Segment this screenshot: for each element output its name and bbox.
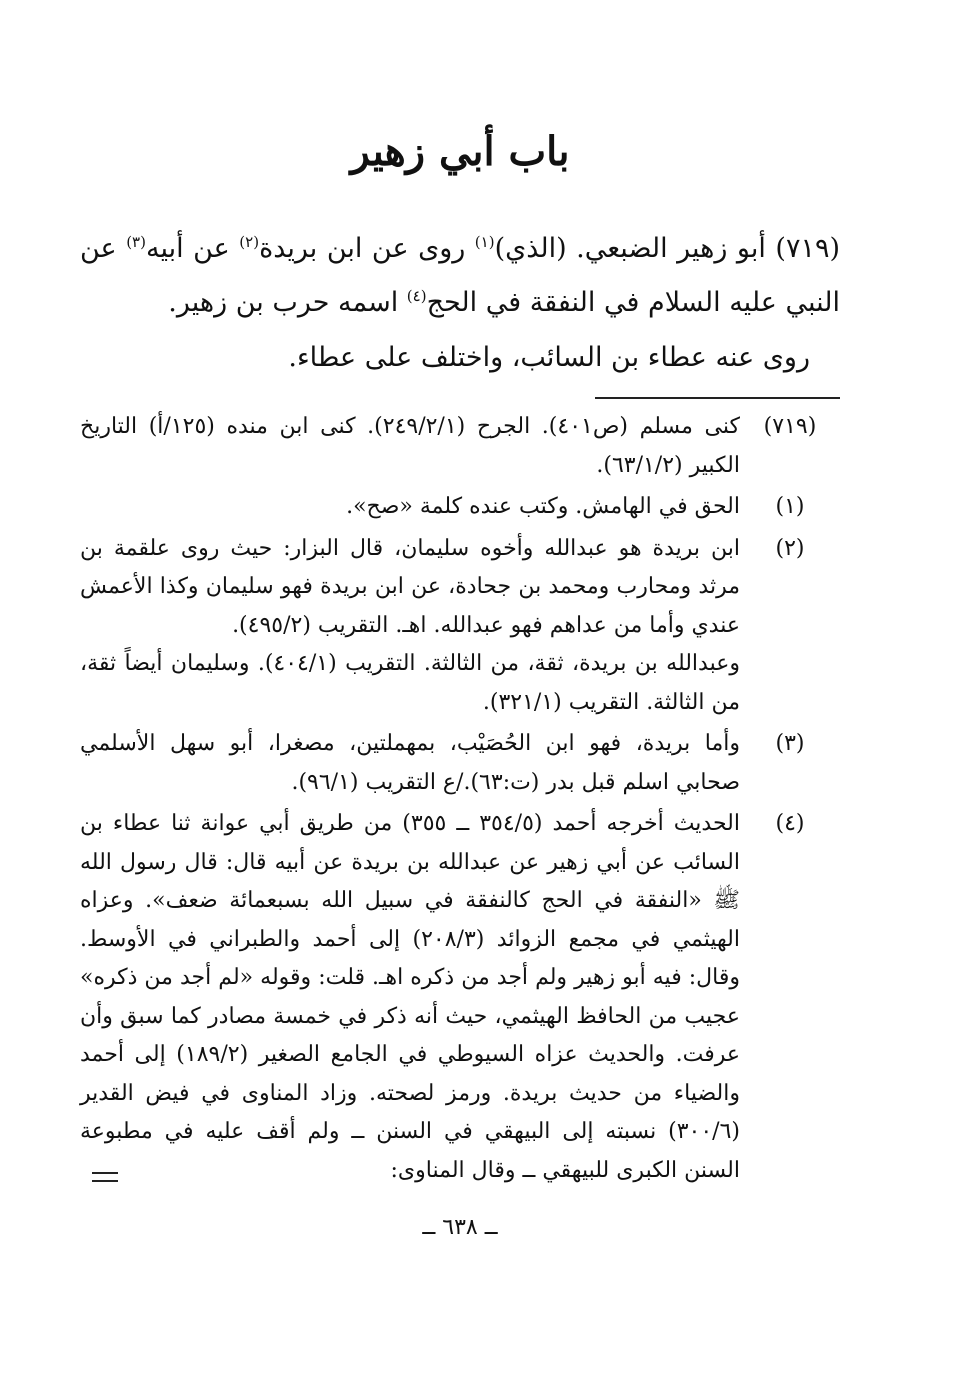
footnote <box>80 488 840 527</box>
footnote-divider <box>595 397 840 399</box>
page <box>80 0 840 1389</box>
entry-text-4: عن النبي عليه السلام في النفقة في الحج <box>80 233 840 318</box>
footnote-ref-1: (١) <box>474 233 495 251</box>
footnote <box>80 530 840 723</box>
footnote-text <box>80 488 740 527</box>
entry-text-1: أبو زهير الضبعي. (الذي) <box>494 233 766 264</box>
footnotes <box>80 408 840 1193</box>
entry-number: (٧١٩) <box>775 233 841 264</box>
footnote-number: (٣) <box>775 731 805 756</box>
footnote-ref-3: (٣) <box>126 233 146 251</box>
footnote-paragraph: كنى مسلم (ص٤٠١). الجرح (٢٤٩/٢/١). كنى ابن منده (١٢٥/أ) التاريخ الكبير (٦٣/١/٢). <box>80 414 740 478</box>
footnote <box>80 408 840 485</box>
footnote-ref-2: (٢) <box>239 233 260 251</box>
footnote-text <box>80 530 740 723</box>
footnote-text <box>80 805 740 1190</box>
entry-text-3: عن أبيه <box>145 233 230 264</box>
chapter-title: باب أبي زهير <box>350 128 570 175</box>
footnote-paragraph: الحق في الهامش. وكتب عنده كلمة «صح». <box>346 494 740 519</box>
entry-text-5: اسمه حرب بن زهير. <box>168 287 399 318</box>
footnote <box>80 725 840 802</box>
page-number: ــ ٦٣٨ ــ <box>422 1215 498 1240</box>
entry-text-2: روى عن ابن بريدة <box>259 233 466 264</box>
entry-paragraph <box>80 222 840 330</box>
footnote-number: (٧١٩) <box>763 414 817 439</box>
footnote-number: (١) <box>775 494 805 519</box>
footnote-paragraph: الحديث أخرجه أحمد (٣٥٤/٥ ــ ٣٥٥) من طريق أبي عوانة ثنا عطاء بن السائب عن أبي زهير عن عبدالله بن بريدة عن أبيه قال: قال رسول الله ﷺ «النفقة في الحج كالنفقة في سبيل الله بسبعمائة ضعف». وعزاه الهيثمي في مجمع الزوائد (٢٠٨/٣) إلى أحمد والطبراني في الأوسط. وقال: فيه أبو زهير ولم أجد من ذكره اهـ. قلت: وقوله «لم أجد من ذكره» عجيب من الحافظ الهيثمي، حيث أنه ذكر في خمسة مصادر كما سبق وأن عرفت. والحديث عزاه السيوطي في الجامع الصغير (١٨٩/٢) إلى أحمد والضياء من حديث بريدة. ورمز لصحته. وزاد المناوى في فيض القدير (٣٠٠/٦) نسبته إلى البيهقي في السنن ــ ولم أقف عليه في مطبوعة السنن الكبرى للبيهقي ــ وقال المناوى: <box>80 811 741 1183</box>
footnote-text <box>80 725 740 802</box>
footnote-number: (٤) <box>775 811 805 836</box>
footnote-paragraph: وعبدالله بن بريدة، ثقة، من الثالثة. التقريب (٤٠٤/١). وسليمان أيضاً ثقة، من الثالثة. التقريب (٣٢١/١). <box>80 651 740 715</box>
narration-line: روى عنه عطاء بن السائب، واختلف على عطاء. <box>288 342 810 373</box>
footnote-number: (٢) <box>775 535 805 561</box>
continuation-mark <box>92 1172 118 1182</box>
footnote-paragraph: وأما بريدة، فهو ابن الحُصَيْب، بمهملتين، مصغرا، أبو سهل الأسلمي صحابي اسلم قبل بدر (ت:٦٣)./ع التقريب (٩٦/١). <box>80 731 740 795</box>
footnote-text <box>80 408 740 485</box>
main-entry <box>80 222 840 330</box>
footnote-paragraph: ابن بريدة هو عبدالله وأخوه سليمان، قال البزار: حيث روى علقمة بن مرثد ومحارب ومحمد بن جحادة، عن ابن بريدة فهو سليمان وكذا الأعمش عندي وأما من عداهم فهو عبدالله. اهـ. التقريب (٤٩٥/٢). <box>80 535 740 638</box>
footnote-ref-4: (٤) <box>406 287 427 305</box>
footnote <box>80 805 840 1190</box>
